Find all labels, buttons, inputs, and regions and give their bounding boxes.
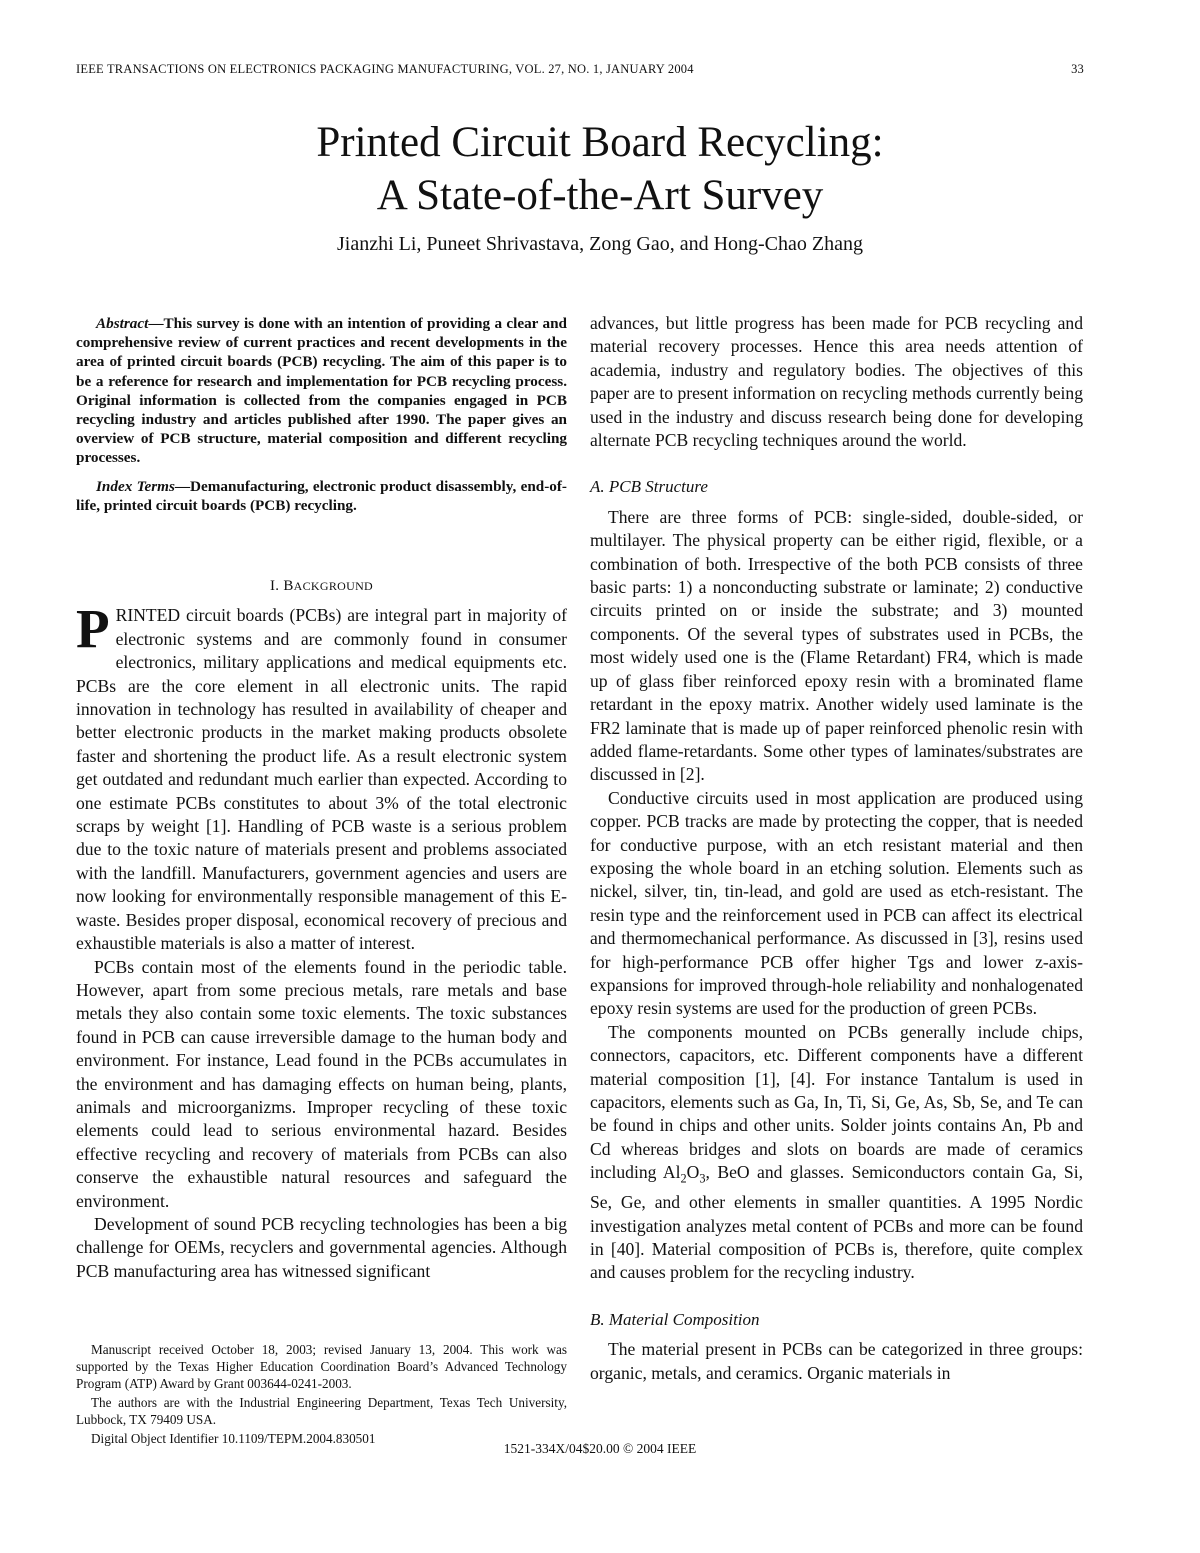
pcb-structure-p3-part-a: The components mounted on PCBs generally include chips, connectors, capacitors, etc. Different components have a different material composition [1], [4]. For instance Tantalum is used in capacitors, elements such as Ga, In, Ti, Si, Ge, As, Sb, Se, and Te can be found in chips and other units. Solder joints contains An, Pb and Cd whereas bridges and slots on boards are made of ceramics including Al — [590, 1021, 1083, 1183]
subsection-heading-pcb-structure: A. PCB Structure — [590, 477, 708, 497]
copyright-line: 1521-334X/04$20.00 © 2004 IEEE — [503, 1441, 697, 1456]
pcb-structure-p3-part-b: , BeO and glasses. Semiconductors contain Ga, Si, Se, Ge, and other elements in smaller quantities. A 1995 Nordic investigation analyzes metal content of PCBs and more can be found in [40]. Material composition of PCBs is, therefore, quite complex and causes problem for the recycling industry. — [590, 1162, 1083, 1283]
journal-name: IEEE TRANSACTIONS ON ELECTRONICS PACKAGING MANUFACTURING, VOL. 27, NO. 1, JANUARY 2004 — [76, 62, 694, 76]
abstract — [76, 314, 567, 468]
subsection-heading-material-composition: B. Material Composition — [590, 1309, 760, 1329]
background-paragraph-2: PCBs contain most of the elements found in the periodic table. However, apart from some precious metals, rare metals and base metals they also contain some toxic elements. The toxic substances found in PCB can cause irreversible damage to the human body and environment. For instance, Lead found in the PCBs accumulates in the environment and has damaging effects on human being, plants, animals and microorganizms. Improper recycling of these toxic elements could lead to serious environmental hazard. Besides effective recycling and recovery of materials from PCBs can also conserve the exhaustible natural resources and safeguard the environment. — [76, 956, 567, 1211]
background-paragraph-1 — [76, 598, 567, 955]
subscript-3: 3 — [699, 1171, 706, 1186]
oxygen-symbol: O — [686, 1162, 700, 1183]
subscript-2: 2 — [680, 1171, 687, 1186]
index-terms-label: Index Terms — [96, 477, 175, 495]
author-list: Jianzhi Li, Puneet Shrivastava, Zong Gao, and Hong-Chao Zhang — [337, 233, 863, 255]
section-heading-rest: ACKGROUND — [293, 579, 374, 593]
drop-cap: P — [76, 598, 110, 660]
index-terms-text: —Demanufacturing, electronic product disassembly, end-of-life, printed circuit boards (PCB) recycling. — [76, 477, 567, 514]
running-header — [76, 62, 1084, 77]
page-number: 33 — [1071, 62, 1084, 76]
pcb-structure-paragraph-1: There are three forms of PCB: single-sided, double-sided, or multilayer. The physical property can be either rigid, flexible, or a combination of both. Irrespective of the both PCB consists of three basic parts: 1) a nonconducting substrate or laminate; 2) conductive circuits printed on or inside the substrate; and 3) mounted components. Of the several types of substrates used in PCBs, the most widely used one is the (Flame Retardant) FR4, which is made up of glass fiber reinforced epoxy resin with a brominated flame retardant in the epoxy matrix. Another widely used laminate is the FR2 laminate that is made up of paper reinforced phenolic resin with added flame-retardants. Some other types of laminates/substrates are discussed in [2]. — [590, 506, 1083, 785]
footnote-affiliation: The authors are with the Industrial Engineering Department, Texas Tech University, Lubbock, TX 79409 USA. — [76, 1395, 567, 1428]
footnotes — [76, 1341, 567, 1448]
background-p1-text: RINTED circuit boards (PCBs) are integral part in majority of electronic systems and are commonly found in consumer electronics, military applications and medical equipments etc. PCBs are the core element in all electronic units. The rapid innovation in technology has resulted in availability of cheaper and better electronic products in the market making products obsolete faster and shortening the product life. As a result electronic system get outdated and redundant much earlier than expected. According to one estimate PCBs constitutes to about 3% of the total electronic scraps by weight [1]. Handling of PCB waste is a serious problem due to the toxic nature of materials present and problems associated with the landfill. Manufacturers, government agencies and users are now looking for environmentally responsible management of this E-waste. Besides proper disposal, economical recovery of precious and exhaustible materials is also a matter of interest. — [76, 605, 567, 954]
footnote-doi: Digital Object Identifier 10.1109/TEPM.2004.830501 — [91, 1431, 376, 1447]
section-heading-background — [76, 575, 567, 598]
abstract-label: Abstract — [96, 315, 149, 332]
title-line-1: Printed Circuit Board Recycling: — [316, 119, 884, 166]
background-paragraph-3-continued: advances, but little progress has been made for PCB recycling and material recovery processes. Hence this area needs attention of academia, industry and regulatory bodies. The objectives of this paper are to present information on recycling methods currently being used in the industry and discuss research being done for developing alternate PCB recycling techniques around the world. — [590, 313, 1083, 451]
abstract-block — [76, 314, 567, 515]
index-terms — [76, 477, 567, 515]
left-column — [76, 575, 567, 1283]
paper-title — [0, 116, 1200, 222]
section-numeral: I. B — [269, 578, 294, 594]
title-line-2: A State-of-the-Art Survey — [376, 172, 824, 219]
pcb-structure-paragraph-2: Conductive circuits used in most application are produced using copper. PCB tracks are made by protecting the copper, that is needed for conductive purpose, with an etch resistant material and then exposing the whole board in an etching solution. Elements such as nickel, silver, tin, tin-lead, and gold are used as etch-resistant. The resin type and the reinforcement used in PCB can affect its electrical and thermomechanical performance. As discussed in [3], resins used for high-performance PCB offer higher Tgs and lower z-axis-expansions for improved through-hole reliability and nonhalogenated epoxy resin systems are used for the production of green PCBs. — [590, 787, 1083, 1019]
background-paragraph-3: Development of sound PCB recycling technologies has been a big challenge for OEMs, recyclers and governmental agencies. Although PCB manufacturing area has witnessed significant — [76, 1213, 567, 1281]
abstract-text: —This survey is done with an intention of providing a clear and comprehensive review of current practices and recent developments in the area of printed circuit boards (PCB) recycling. The aim of this paper is to be a reference for research and implementation for PCB recycling process. Original information is collected from the companies engaged in PCB recycling industry and articles published after 1990. The paper gives an overview of PCB structure, material composition and different recycling processes. — [76, 315, 567, 467]
footnote-manuscript: Manuscript received October 18, 2003; revised January 13, 2004. This work was supported by the Texas Higher Education Coordination Board’s Advanced Technology Program (ATP) Award by Grant 003644-0241-2003. — [76, 1342, 567, 1392]
pcb-structure-paragraph-3 — [590, 1021, 1083, 1285]
material-composition-paragraph-1: The material present in PCBs can be categorized in three groups: organic, metals, and ceramics. Organic materials in — [590, 1339, 1083, 1383]
right-column — [590, 312, 1083, 1385]
